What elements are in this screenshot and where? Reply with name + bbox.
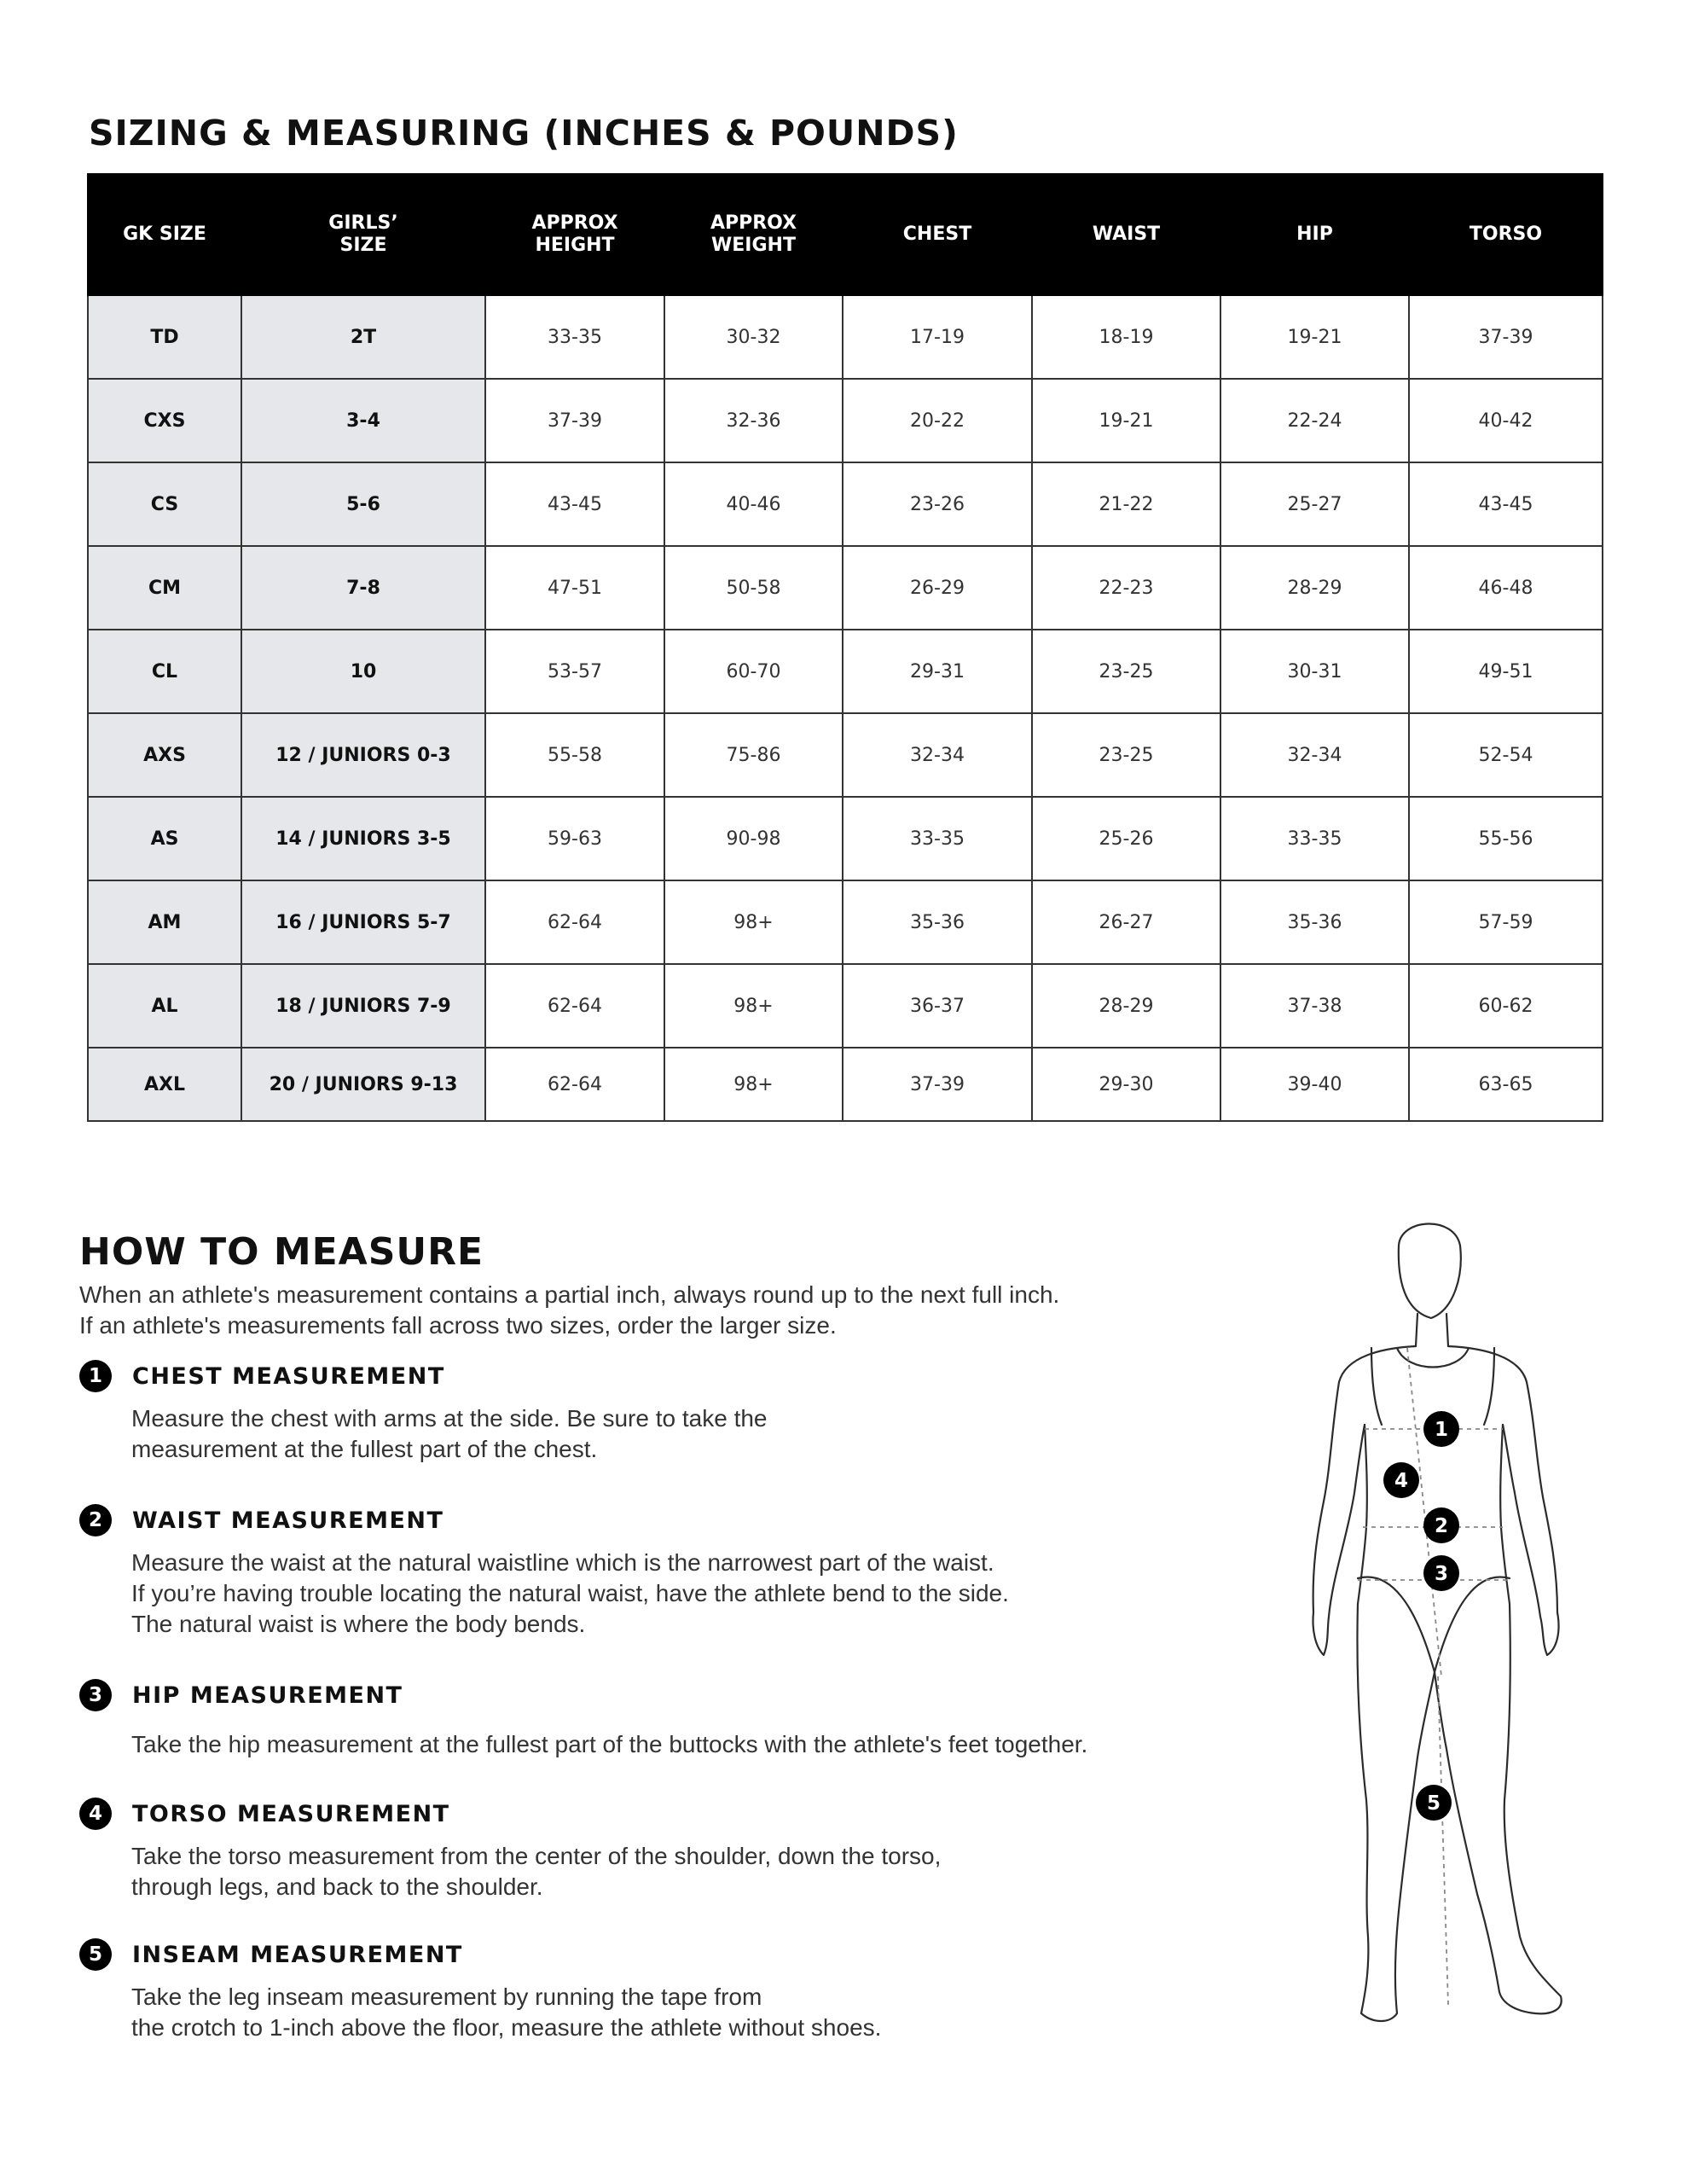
cell-torso: 60-62 [1409, 964, 1603, 1048]
table-row [88, 713, 1603, 797]
cell-girls-size: 20 / JUNIORS 9-13 [241, 1048, 485, 1121]
cell-gk-size: CS [88, 462, 241, 546]
cell-approx-height: 59-63 [485, 797, 664, 880]
number-badge-3: 3 [79, 1679, 112, 1711]
cell-approx-weight: 32-36 [664, 379, 843, 462]
section-title: HIP MEASUREMENT [132, 1682, 403, 1709]
svg-text:3: 3 [1434, 1563, 1449, 1585]
hip-measurement-section [79, 1678, 1273, 1760]
cell-hip: 19-21 [1220, 295, 1409, 379]
header-approx-height: APPROX HEIGHT [485, 174, 664, 295]
cell-girls-size: 18 / JUNIORS 7-9 [241, 964, 485, 1048]
table-row [88, 630, 1603, 713]
marker-3 [1423, 1555, 1459, 1591]
torso-measurement-section [79, 1797, 1273, 1902]
cell-hip: 39-40 [1220, 1048, 1409, 1121]
cell-waist: 19-21 [1032, 379, 1220, 462]
cell-chest: 29-31 [843, 630, 1032, 713]
cell-approx-height: 53-57 [485, 630, 664, 713]
cell-approx-weight: 50-58 [664, 546, 843, 630]
cell-hip: 28-29 [1220, 546, 1409, 630]
table-row [88, 379, 1603, 462]
body-measurement-figure [1279, 1211, 1638, 2056]
table-body [88, 295, 1603, 1121]
header-hip: HIP [1220, 174, 1409, 295]
cell-approx-weight: 60-70 [664, 630, 843, 713]
cell-approx-weight: 98+ [664, 964, 843, 1048]
cell-gk-size: AXS [88, 713, 241, 797]
header-girls-size: GIRLS’ SIZE [241, 174, 485, 295]
cell-approx-height: 33-35 [485, 295, 664, 379]
table-row [88, 797, 1603, 880]
cell-approx-height: 62-64 [485, 880, 664, 964]
table-row [88, 880, 1603, 964]
intro-line: When an athlete's measurement contains a partial inch, always round up to the next full inch. [79, 1281, 1060, 1308]
intro-line: If an athlete's measurements fall across two sizes, order the larger size. [79, 1312, 837, 1339]
cell-girls-size: 10 [241, 630, 485, 713]
marker-4 [1383, 1462, 1419, 1498]
cell-approx-height: 37-39 [485, 379, 664, 462]
cell-approx-height: 43-45 [485, 462, 664, 546]
cell-chest: 36-37 [843, 964, 1032, 1048]
cell-chest: 17-19 [843, 295, 1032, 379]
cell-girls-size: 16 / JUNIORS 5-7 [241, 880, 485, 964]
cell-gk-size: TD [88, 295, 241, 379]
cell-gk-size: AS [88, 797, 241, 880]
cell-chest: 37-39 [843, 1048, 1032, 1121]
head-shape [1399, 1223, 1461, 1318]
header-approx-weight: APPROX WEIGHT [664, 174, 843, 295]
section-text: Take the torso measurement from the center of the shoulder, down the torso, [131, 1843, 942, 1869]
cell-approx-height: 55-58 [485, 713, 664, 797]
leotard-straps [1371, 1348, 1494, 1425]
cell-waist: 23-25 [1032, 713, 1220, 797]
leotard-leg-line [1358, 1577, 1510, 1672]
cell-torso: 43-45 [1409, 462, 1603, 546]
section-text: Measure the waist at the natural waistline which is the narrowest part of the waist. [131, 1549, 994, 1576]
cell-approx-weight: 98+ [664, 880, 843, 964]
cell-hip: 30-31 [1220, 630, 1409, 713]
cell-chest: 33-35 [843, 797, 1032, 880]
section-text: Measure the chest with arms at the side. Be sure to take the [131, 1405, 768, 1432]
cell-torso: 49-51 [1409, 630, 1603, 713]
cell-girls-size: 14 / JUNIORS 3-5 [241, 797, 485, 880]
cell-approx-height: 47-51 [485, 546, 664, 630]
cell-approx-weight: 30-32 [664, 295, 843, 379]
cell-chest: 23-26 [843, 462, 1032, 546]
header-waist: WAIST [1032, 174, 1220, 295]
cell-gk-size: CL [88, 630, 241, 713]
cell-gk-size: AL [88, 964, 241, 1048]
svg-text:5: 5 [1426, 1792, 1441, 1815]
cell-waist: 29-30 [1032, 1048, 1220, 1121]
cell-girls-size: 12 / JUNIORS 0-3 [241, 713, 485, 797]
table-row [88, 462, 1603, 546]
section-text: The natural waist is where the body bends. [131, 1611, 586, 1637]
cell-waist: 26-27 [1032, 880, 1220, 964]
cell-torso: 52-54 [1409, 713, 1603, 797]
cell-gk-size: AM [88, 880, 241, 964]
chest-measurement-section [79, 1359, 1273, 1465]
cell-chest: 35-36 [843, 880, 1032, 964]
number-badge-1: 1 [79, 1360, 112, 1392]
table-row [88, 546, 1603, 630]
section-text: Take the hip measurement at the fullest part of the buttocks with the athlete's feet together. [131, 1731, 1088, 1757]
cell-hip: 22-24 [1220, 379, 1409, 462]
body-outline [1313, 1223, 1562, 2021]
cell-girls-size: 5-6 [241, 462, 485, 546]
cell-torso: 55-56 [1409, 797, 1603, 880]
cell-approx-weight: 90-98 [664, 797, 843, 880]
cell-approx-weight: 75-86 [664, 713, 843, 797]
cell-girls-size: 7-8 [241, 546, 485, 630]
cell-waist: 18-19 [1032, 295, 1220, 379]
cell-chest: 20-22 [843, 379, 1032, 462]
header-torso: TORSO [1409, 174, 1603, 295]
cell-approx-weight: 40-46 [664, 462, 843, 546]
cell-gk-size: AXL [88, 1048, 241, 1121]
cell-approx-height: 62-64 [485, 1048, 664, 1121]
section-text: the crotch to 1-inch above the floor, measure the athlete without shoes. [131, 2014, 882, 2041]
cell-chest: 26-29 [843, 546, 1032, 630]
number-badge-4: 4 [79, 1798, 112, 1830]
section-title: INSEAM MEASUREMENT [132, 1941, 463, 1968]
marker-1 [1423, 1411, 1459, 1447]
cell-gk-size: CM [88, 546, 241, 630]
right-arm [1448, 1346, 1559, 1655]
cell-waist: 22-23 [1032, 546, 1220, 630]
cell-hip: 32-34 [1220, 713, 1409, 797]
waist-measurement-section [79, 1503, 1273, 1640]
table-row [88, 1048, 1603, 1121]
how-to-intro [79, 1280, 1273, 1341]
cell-hip: 33-35 [1220, 797, 1409, 880]
cell-approx-weight: 98+ [664, 1048, 843, 1121]
svg-text:4: 4 [1394, 1470, 1409, 1492]
how-to-measure-title: HOW TO MEASURE [79, 1230, 484, 1274]
cell-torso: 63-65 [1409, 1048, 1603, 1121]
section-title: CHEST MEASUREMENT [132, 1362, 445, 1390]
section-text: through legs, and back to the shoulder. [131, 1873, 543, 1900]
table-header-row [88, 174, 1603, 295]
header-gk-size: GK SIZE [88, 174, 241, 295]
inseam-measurement-section [79, 1937, 1273, 2043]
cell-waist: 23-25 [1032, 630, 1220, 713]
right-leg [1435, 1604, 1562, 2013]
cell-waist: 21-22 [1032, 462, 1220, 546]
marker-2 [1423, 1507, 1459, 1543]
cell-girls-size: 2T [241, 295, 485, 379]
section-title: TORSO MEASUREMENT [132, 1800, 450, 1827]
cell-torso: 40-42 [1409, 379, 1603, 462]
table-row [88, 964, 1603, 1048]
table-row [88, 295, 1603, 379]
svg-text:2: 2 [1434, 1515, 1449, 1537]
number-badge-2: 2 [79, 1504, 112, 1536]
cell-torso: 37-39 [1409, 295, 1603, 379]
cell-gk-size: CXS [88, 379, 241, 462]
cell-chest: 32-34 [843, 713, 1032, 797]
cell-hip: 25-27 [1220, 462, 1409, 546]
left-arm [1313, 1346, 1417, 1655]
cell-waist: 28-29 [1032, 964, 1220, 1048]
section-title: WAIST MEASUREMENT [132, 1507, 444, 1534]
cell-approx-height: 62-64 [485, 964, 664, 1048]
section-text: If you’re having trouble locating the natural waist, have the athlete bend to the side. [131, 1580, 1009, 1606]
size-chart-table [87, 173, 1603, 1122]
cell-hip: 37-38 [1220, 964, 1409, 1048]
cell-waist: 25-26 [1032, 797, 1220, 880]
section-text: Take the leg inseam measurement by running the tape from [131, 1984, 762, 2010]
header-chest: CHEST [843, 174, 1032, 295]
section-text: measurement at the fullest part of the chest. [131, 1436, 598, 1462]
svg-text:1: 1 [1434, 1419, 1449, 1441]
marker-5 [1416, 1785, 1452, 1821]
number-badge-5: 5 [79, 1938, 112, 1971]
cell-torso: 46-48 [1409, 546, 1603, 630]
cell-hip: 35-36 [1220, 880, 1409, 964]
cell-girls-size: 3-4 [241, 379, 485, 462]
cell-torso: 57-59 [1409, 880, 1603, 964]
page-title: SIZING & MEASURING (INCHES & POUNDS) [89, 113, 959, 154]
